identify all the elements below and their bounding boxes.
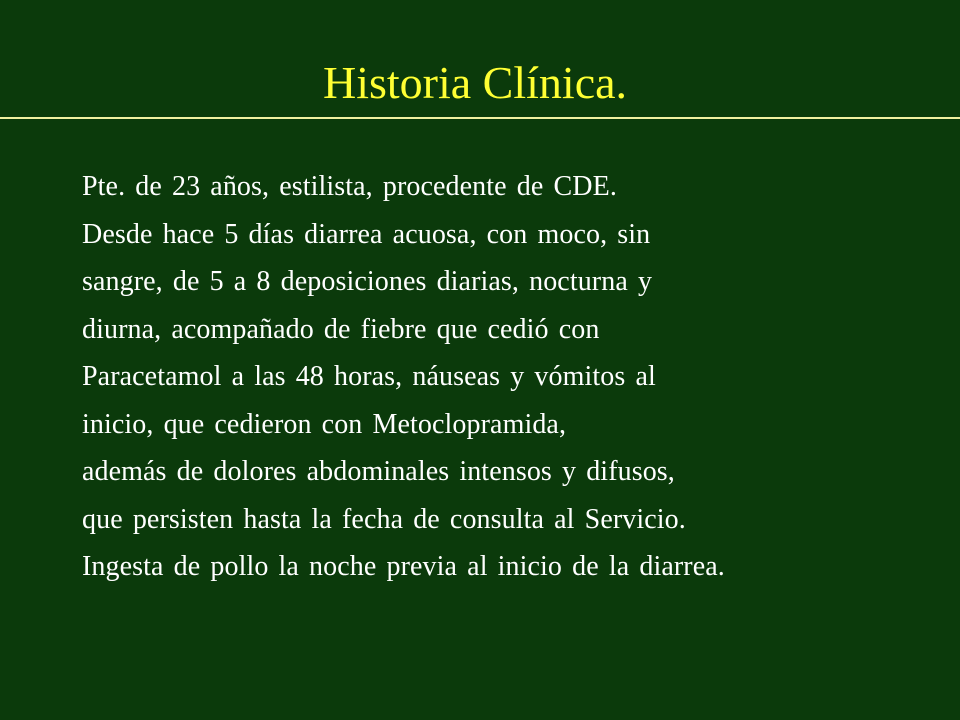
text-line: Ingesta de pollo la noche previa al inicio de la diarrea.: [82, 551, 725, 582]
slide-title: Historia Clínica.: [322, 57, 628, 108]
text-line: que persisten hasta la fecha de consulta al Servicio.: [82, 503, 686, 535]
text-line: sangre, de 5 a 8 deposiciones diarias, nocturna y: [82, 266, 653, 297]
clinical-history-text: [82, 163, 942, 591]
text-line: además de dolores abdominales intensos y difusos,: [82, 456, 675, 487]
text-line: Pte. de 23 años, estilista, procedente de CDE.: [82, 171, 617, 202]
text-line: diurna, acompañado de fiebre que cedió con: [82, 313, 600, 345]
text-line: Paracetamol a las 48 horas, náuseas y vómitos al: [82, 361, 656, 392]
text-line: inicio, que cedieron con Metoclopramida,: [82, 408, 567, 440]
title-divider: [0, 117, 960, 119]
text-line: Desde hace 5 días diarrea acuosa, con moco, sin: [82, 218, 651, 250]
